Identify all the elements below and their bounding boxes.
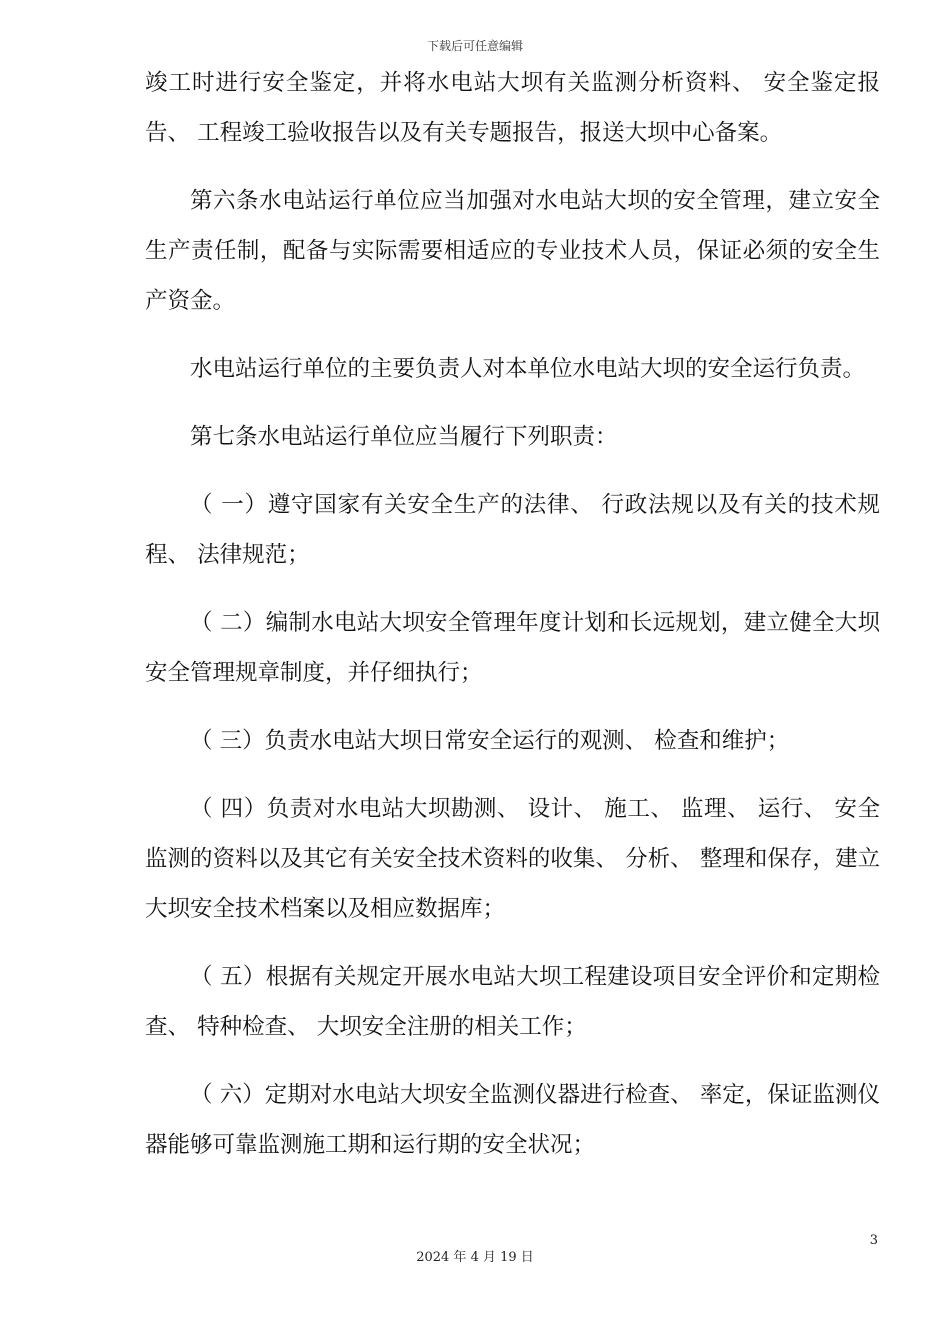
paragraph-continuation: 竣工时进行安全鉴定，并将水电站大坝有关监测分析资料、 安全鉴定报告、 工程竣工验收报告以及有关专题报告，报送大坝中心备案。 [145, 70, 880, 146]
paragraph-item-4: （ 四）负责对水电站大坝勘测、 设计、 施工、 监理、 运行、 安全监测的资料以及其它有关安全技术资料的收集、 分析、 整理和保存，建立大坝安全技术档案以及相应数据库； [145, 796, 880, 922]
paragraph-article-7: 第七条水电站运行单位应当履行下列职责： [190, 424, 618, 450]
page-header: 下载后可任意编辑 [426, 39, 523, 53]
paragraph-item-2: （ 二）编制水电站大坝安全管理年度计划和长远规划，建立健全大坝安全管理规章制度，并仔细执行； [145, 610, 880, 686]
page-footer-date: 2024 年 4 月 19 日 [416, 1250, 534, 1265]
document-body [145, 58, 880, 1188]
page-number: 3 [869, 1233, 878, 1248]
paragraph-item-6: （ 六）定期对水电站大坝安全监测仪器进行检查、 率定，保证监测仪器能够可靠监测施工期和运行期的安全状况； [145, 1082, 880, 1158]
paragraph-article-6: 第六条水电站运行单位应当加强对水电站大坝的安全管理，建立安全生产责任制，配备与实际需要相适应的专业技术人员，保证必须的安全生产资金。 [145, 188, 880, 314]
paragraph-item-5: （ 五）根据有关规定开展水电站大坝工程建设项目安全评价和定期检查、 特种检查、 大坝安全注册的相关工作； [145, 964, 880, 1040]
paragraph-item-1: （ 一）遵守国家有关安全生产的法律、 行政法规以及有关的技术规程、 法律规范； [145, 492, 880, 568]
paragraph-responsibility: 水电站运行单位的主要负责人对本单位水电站大坝的安全运行负责。 [190, 356, 866, 382]
paragraph-item-3: （ 三）负责水电站大坝日常安全运行的观测、 检查和维护； [190, 728, 790, 754]
